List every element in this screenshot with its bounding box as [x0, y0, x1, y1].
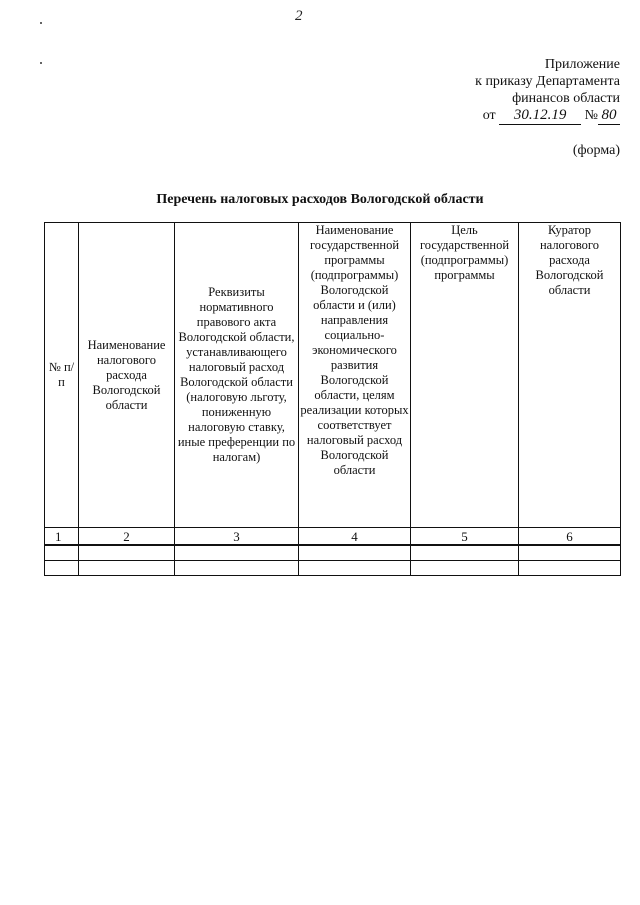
scan-speck	[40, 22, 42, 24]
header-legal-act: Реквизиты нормативного правового акта Вологодской области, устанавливающего налоговый расход Вологодской области (налоговую льготу, пониженную налоговую ставку, иные преференции по налогам)	[175, 223, 299, 528]
number-label: №	[584, 108, 598, 123]
header-number: № п/п	[45, 223, 79, 528]
column-number-row	[45, 528, 621, 546]
table-cell	[79, 545, 175, 561]
table-cell	[79, 561, 175, 576]
header-curator: Куратор налогового расхода Вологодской области	[519, 223, 621, 528]
document-title: Перечень налоговых расходов Вологодской области	[156, 192, 484, 207]
table-cell	[45, 561, 79, 576]
table-cell	[45, 545, 79, 561]
header-program-goal: Цель государственной (подпрограммы) программы	[411, 223, 519, 528]
table-cell	[411, 545, 519, 561]
table-cell	[519, 545, 621, 561]
from-label: от	[482, 108, 496, 123]
table-cell	[175, 545, 299, 561]
tax-expenses-table	[44, 222, 621, 576]
table-cell	[411, 561, 519, 576]
column-number: 4	[299, 528, 411, 546]
page-number: 2	[295, 8, 303, 24]
header-state-program: Наименование государственной программы (подпрограммы) Вологодской области и (или) направления социально-экономического развития Вологодской области, целям реализации которых соответствует налоговый расход Вологодской области	[299, 223, 411, 528]
table-row	[45, 545, 621, 561]
column-number: 6	[519, 528, 621, 546]
column-number: 3	[175, 528, 299, 546]
order-date-line	[475, 107, 620, 125]
appendix-block	[475, 56, 620, 125]
appendix-line-1: Приложение	[544, 57, 620, 72]
order-date: 30.12.19	[499, 107, 581, 125]
table-header-row	[45, 223, 621, 528]
column-number: 2	[79, 528, 175, 546]
table-cell	[299, 561, 411, 576]
appendix-line-2: к приказу Департамента	[475, 74, 620, 89]
table-cell	[175, 561, 299, 576]
table-cell	[519, 561, 621, 576]
order-number: 80	[598, 107, 620, 125]
column-number: 1	[45, 528, 79, 546]
column-number: 5	[411, 528, 519, 546]
header-tax-expense-name: Наименование налогового расхода Вологодской области	[79, 223, 175, 528]
form-label: (форма)	[572, 143, 620, 158]
appendix-line-3: финансов области	[512, 91, 620, 106]
table-cell	[299, 545, 411, 561]
table-row	[45, 561, 621, 576]
scan-speck	[40, 62, 42, 64]
